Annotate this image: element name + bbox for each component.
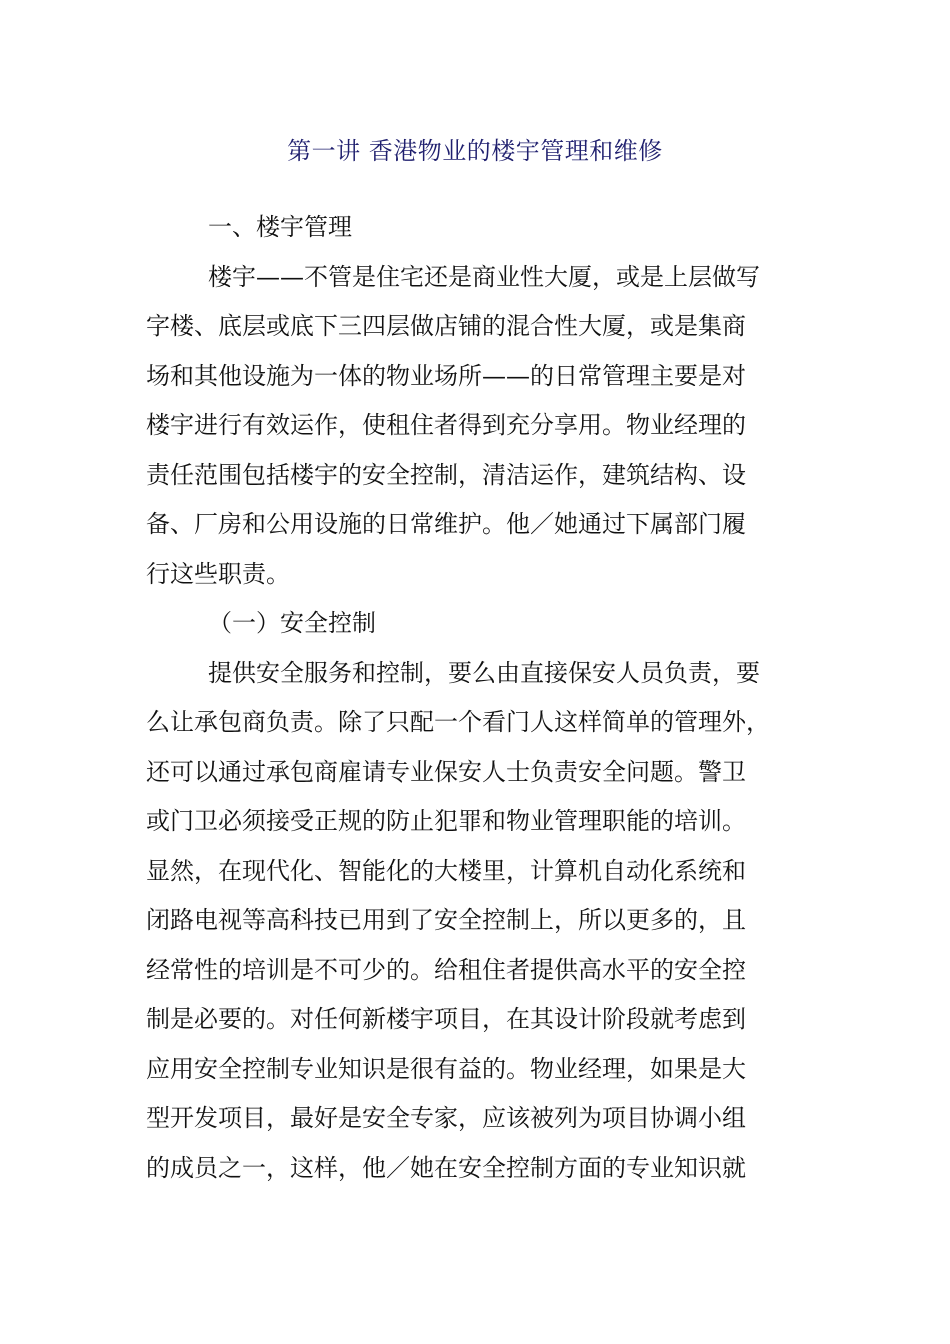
paragraph-line: 楼宇——不管是住宅还是商业性大厦，或是上层做写 bbox=[208, 262, 760, 291]
paragraph-line: 行这些职责。 bbox=[146, 559, 290, 588]
paragraph-line: 提供安全服务和控制，要么由直接保安人员负责，要 bbox=[208, 658, 760, 687]
subsection-heading: （一）安全控制 bbox=[208, 609, 376, 637]
document-title: 第一讲 香港物业的楼宇管理和维修 bbox=[287, 137, 663, 165]
paragraph-line: 责任范围包括楼宇的安全控制，清洁运作，建筑结构、设 bbox=[146, 460, 746, 489]
paragraph-line: 制是必要的。对任何新楼宇项目，在其设计阶段就考虑到 bbox=[146, 1005, 746, 1033]
paragraph-line: 或门卫必须接受正规的防止犯罪和物业管理职能的培训。 bbox=[146, 807, 746, 835]
paragraph-line: 经常性的培训是不可少的。给租住者提供高水平的安全控 bbox=[146, 955, 746, 984]
paragraph-line: 应用安全控制专业知识是很有益的。物业经理，如果是大 bbox=[146, 1054, 746, 1083]
paragraph-line: 么让承包商负责。除了只配一个看门人这样简单的管理外， bbox=[146, 708, 770, 736]
paragraph-line: 场和其他设施为一体的物业场所——的日常管理主要是对 bbox=[146, 361, 746, 390]
paragraph-line: 还可以通过承包商雇请专业保安人士负责安全问题。警卫 bbox=[146, 757, 746, 786]
paragraph-line: 的成员之一，这样，他／她在安全控制方面的专业知识就 bbox=[146, 1153, 746, 1182]
section-heading: 一、楼宇管理 bbox=[208, 213, 352, 241]
paragraph-line: 显然，在现代化、智能化的大楼里，计算机自动化系统和 bbox=[146, 856, 746, 885]
paragraph-line: 型开发项目，最好是安全专家，应该被列为项目协调小组 bbox=[146, 1104, 746, 1132]
document-body bbox=[146, 203, 806, 1193]
paragraph-line: 备、厂房和公用设施的日常维护。他／她通过下属部门履 bbox=[146, 510, 746, 538]
paragraph-line: 字楼、底层或底下三四层做店铺的混合性大厦，或是集商 bbox=[146, 312, 746, 340]
paragraph-line: 闭路电视等高科技已用到了安全控制上，所以更多的，且 bbox=[146, 906, 746, 934]
paragraph-line: 楼宇进行有效运作，使租住者得到充分享用。物业经理的 bbox=[146, 411, 746, 439]
